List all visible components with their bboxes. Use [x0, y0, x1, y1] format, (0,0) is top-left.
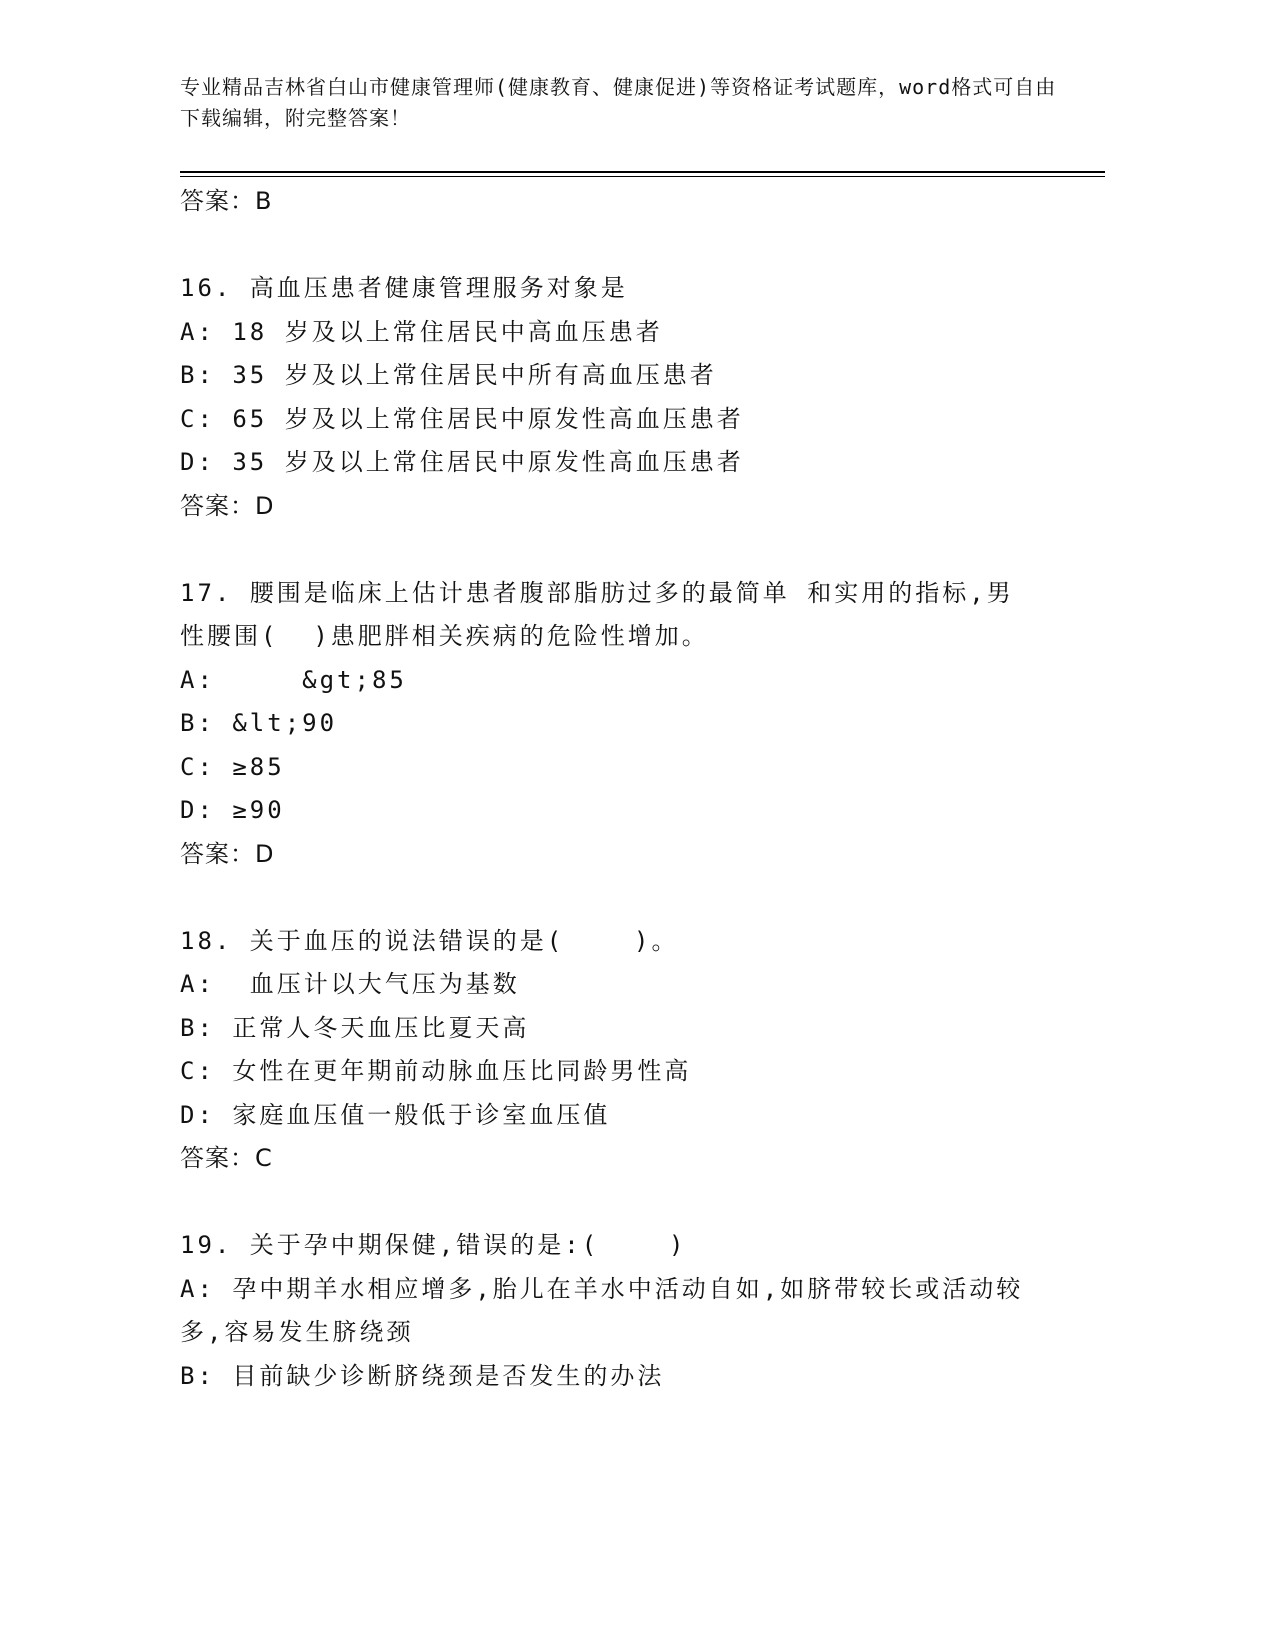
option-c: C: 女性在更年期前动脉血压比同龄男性高 [180, 1057, 692, 1085]
option-d: D: ≥90 [180, 796, 285, 824]
option-a: A: &gt;85 [180, 665, 407, 694]
question-18 [180, 920, 1030, 1181]
question-stem: 18. 关于血压的说法错误的是( )。 [180, 926, 679, 955]
option-c: C: 65 岁及以上常住居民中原发性高血压患者 [180, 404, 744, 433]
answer-line: 答案：D [180, 491, 275, 520]
option-b: B: 正常人冬天血压比夏天高 [180, 1013, 530, 1042]
answer-line: 答案：B [180, 187, 273, 215]
option-b: B: &lt;90 [180, 709, 338, 737]
question-17 [180, 572, 1030, 877]
question-stem: 19. 关于孕中期保健,错误的是:( ) [180, 1231, 687, 1259]
option-a: A: 18 岁及以上常住居民中高血压患者 [180, 317, 663, 346]
header-divider-thin [180, 176, 1105, 177]
document-header: 专业精品吉林省白山市健康管理师(健康教育、健康促进)等资格证考试题库，word格式可自由下载编辑，附完整答案！ [180, 75, 1057, 130]
document-body [180, 180, 1030, 1398]
option-b: B: 目前缺少诊断脐绕颈是否发生的办法 [180, 1361, 665, 1390]
option-a: A: 血压计以大气压为基数 [180, 970, 520, 998]
question-stem: 17. 腰围是临床上估计患者腹部脂肪过多的最简单 和实用的指标,男性腰围( )患肥胖相关疾病的危险性增加。 [180, 578, 1014, 650]
option-c: C: ≥85 [180, 752, 285, 781]
question-19 [180, 1224, 1030, 1398]
option-b: B: 35 岁及以上常住居民中所有高血压患者 [180, 361, 717, 389]
option-d: D: 家庭血压值一般低于诊室血压值 [180, 1100, 611, 1129]
question-16 [180, 267, 1030, 528]
option-d: D: 35 岁及以上常住居民中原发性高血压患者 [180, 448, 744, 476]
answer-line: 答案：C [180, 1144, 273, 1172]
header-divider [180, 171, 1105, 173]
question-stem: 16. 高血压患者健康管理服务对象是 [180, 274, 628, 302]
answer-line: 答案：D [180, 839, 275, 868]
option-a: A: 孕中期羊水相应增多,胎儿在羊水中活动自如,如脐带较长或活动较多,容易发生脐绕颈 [180, 1274, 1024, 1346]
